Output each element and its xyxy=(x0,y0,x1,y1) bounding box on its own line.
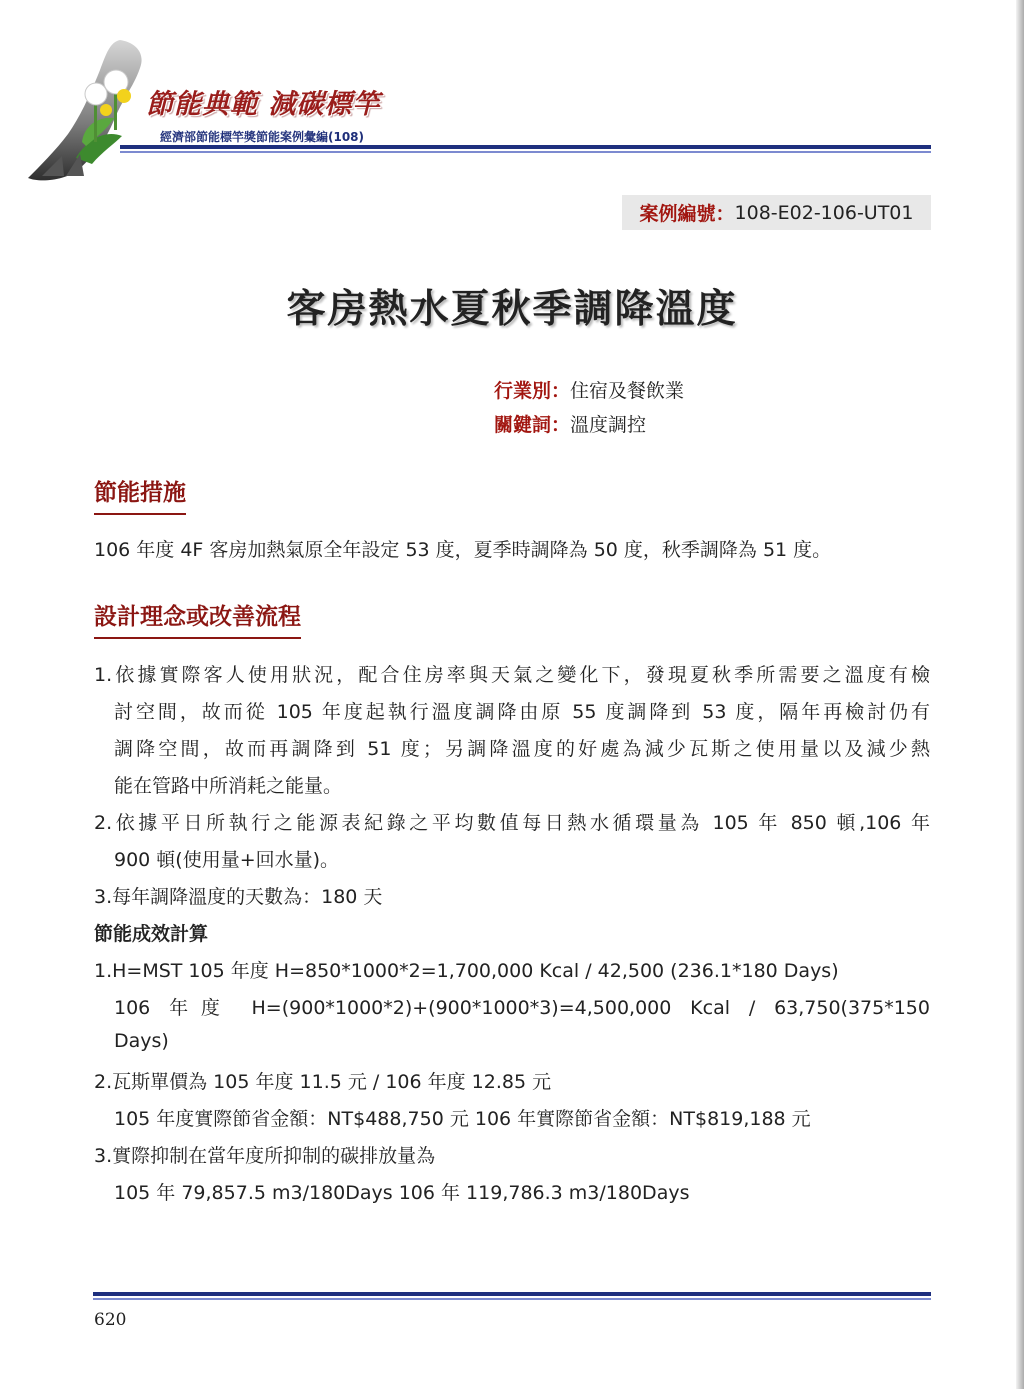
design-line: 能在管路中所消耗之能量。 xyxy=(114,775,343,797)
calc-line: 105 年 79,857.5 m3/180Days 106 年 119,786.3 m3/180Days xyxy=(114,1182,690,1204)
footer-rule-thin xyxy=(93,1298,931,1300)
design-line: 900 頓(使用量+回水量)。 xyxy=(114,849,340,871)
calc-line: Days) xyxy=(114,1030,169,1052)
design-line: 討空間，故而從 105 年度起執行溫度調降由原 55 度調降到 53 度，隔年再檢討仍有 xyxy=(114,701,930,723)
design-line: 2.依據平日所執行之能源表紀錄之平均數值每日熱水循環量為 105 年 850 頓,106 年 xyxy=(94,812,930,834)
header-rule xyxy=(120,145,931,149)
design-line: 調降空間，故而再調降到 51 度；另調降溫度的好處為減少瓦斯之使用量以及減少熱 xyxy=(114,738,930,760)
header-slogan: 節能典範 減碳標竿 xyxy=(146,89,381,120)
calc-line: 105 年度實際節省金額：NT$488,750 元 106 年實際節省金額：NT$819,188 元 xyxy=(114,1108,811,1130)
design-line: 3.每年調降溫度的天數為：180 天 xyxy=(94,886,383,908)
page-edge-shadow xyxy=(1016,0,1024,1389)
design-line: 1.依據實際客人使用狀況，配合住房率與天氣之變化下，發現夏秋季所需要之溫度有檢 xyxy=(94,664,930,686)
section-heading-design: 設計理念或改善流程 xyxy=(94,598,301,639)
keyword-value: 溫度調控 xyxy=(570,414,647,436)
header-rule-thin xyxy=(120,151,931,153)
case-number-label: 案例編號： xyxy=(639,203,735,225)
keyword-label: 關鍵詞： xyxy=(494,414,571,436)
industry-value: 住宿及餐飲業 xyxy=(570,380,685,402)
calc-line: 1.H=MST 105 年度 H=850*1000*2=1,700,000 Kcal / 42,500 (236.1*180 Days) xyxy=(94,960,839,982)
section-heading-measures: 節能措施 xyxy=(94,474,186,515)
calc-heading: 節能成效計算 xyxy=(94,923,209,945)
footer-rule xyxy=(93,1292,931,1296)
calc-line: 3.實際抑制在當年度所抑制的碳排放量為 xyxy=(94,1145,436,1167)
measures-text: 106 年度 4F 客房加熱氣原全年設定 53 度，夏季時調降為 50 度，秋季調降為 51 度。 xyxy=(94,539,832,561)
case-number-value: 108-E02-106-UT01 xyxy=(734,201,914,224)
header-subtitle: 經濟部節能標竿獎節能案例彙編(108) xyxy=(160,130,365,144)
industry-label: 行業別： xyxy=(494,380,571,402)
page-title: 客房熱水夏秋季調降溫度 xyxy=(286,287,738,332)
calc-line: 2.瓦斯單價為 105 年度 11.5 元 / 106 年度 12.85 元 xyxy=(94,1071,552,1093)
industry-row xyxy=(494,376,684,403)
calc-line: 106 年度 H=(900*1000*2)+(900*1000*3)=4,500,000 Kcal / 63,750(375*150 xyxy=(114,997,930,1019)
case-number-box xyxy=(622,195,931,230)
keyword-row xyxy=(494,410,646,437)
page-number: 620 xyxy=(94,1310,127,1330)
